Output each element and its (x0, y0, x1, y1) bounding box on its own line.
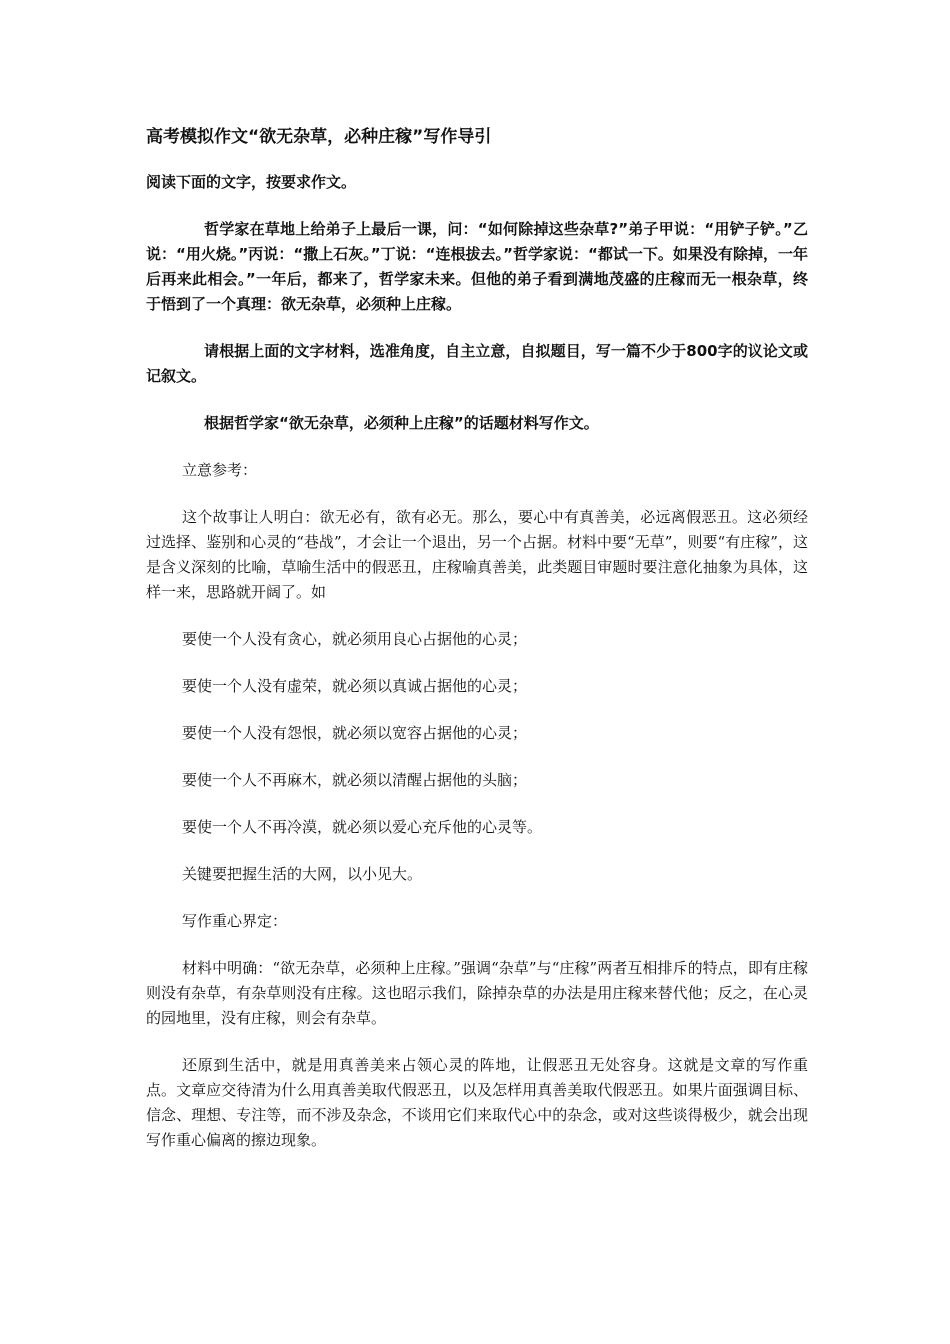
focus-paragraph-1: 材料中明确：“欲无杂草，必须种上庄稼。”强调“杂草”与“庄稼”两者互相排斥的特点，即有庄稼则没有杂草，有杂草则没有庄稼。这也昭示我们，除掉杂草的办法是用庄稼来替代他；反之，在心灵的园地里，没有庄稼，则会有杂草。 (146, 959, 808, 1027)
key-point: 关键要把握生活的大网，以小见大。 (182, 865, 423, 883)
example-line: 要使一个人没有虚荣，就必须以真诚占据他的心灵； (182, 677, 528, 695)
example-line: 要使一个人没有怨恨，就必须以宽容占据他的心灵； (182, 724, 528, 742)
story-paragraph: 哲学家在草地上给弟子上最后一课，问：“如何除掉这些杂草?”弟子甲说：“用铲子铲。”乙说：“用火烧。”丙说：“撒上石灰。”丁说：“连根拔去。”哲学家说：“都试一下。如果没有除掉，一年后再来此相会。”一年后，都来了，哲学家未来。但他的弟子看到满地茂盛的庄稼而无一根杂草，终于悟到了一个真理：欲无杂草，必须种上庄稼。 (146, 220, 808, 313)
example-line: 要使一个人不再麻木，就必须以清醒占据他的头脑； (182, 771, 528, 789)
instruction-text: 阅读下面的文字，按要求作文。 (146, 173, 357, 191)
document-title: 高考模拟作文“欲无杂草，必种庄稼”写作导引 (146, 127, 492, 147)
example-line: 要使一个人不再冷漠，就必须以爱心充斥他的心灵等。 (182, 818, 543, 836)
focus-paragraph-2: 还原到生活中，就是用真善美来占领心灵的阵地，让假恶丑无处容身。这就是文章的写作重点。文章应交待清为什么用真善美取代假恶丑，以及怎样用真善美取代假恶丑。如果片面强调目标、信念、理想、专注等，而不涉及杂念，不谈用它们来取代心中的杂念，或对这些谈得极少，就会出现写作重心偏离的擦边现象。 (146, 1056, 808, 1149)
reference-body: 这个故事让人明白：欲无必有，欲有必无。那么，要心中有真善美，必远离假恶丑。这必须经过选择、鉴别和心灵的“巷战”，才会让一个退出，另一个占据。材料中要“无草”，则要“有庄稼”，这是含义深刻的比喻，草喻生活中的假恶丑，庄稼喻真善美，此类题目审题时要注意化抽象为具体，这样一来，思路就开阔了。如 (146, 508, 808, 601)
example-line: 要使一个人没有贪心，就必须用良心占据他的心灵； (182, 630, 528, 648)
reference-heading: 立意参考： (182, 461, 258, 479)
requirement-paragraph: 请根据上面的文字材料，选准角度，自主立意，自拟题目，写一篇不少于800字的议论文或记叙文。 (146, 342, 808, 385)
focus-heading: 写作重心界定： (182, 912, 288, 930)
document-page (146, 124, 808, 1175)
topic-paragraph: 根据哲学家“欲无杂草，必须种上庄稼”的话题材料写作文。 (204, 414, 599, 432)
